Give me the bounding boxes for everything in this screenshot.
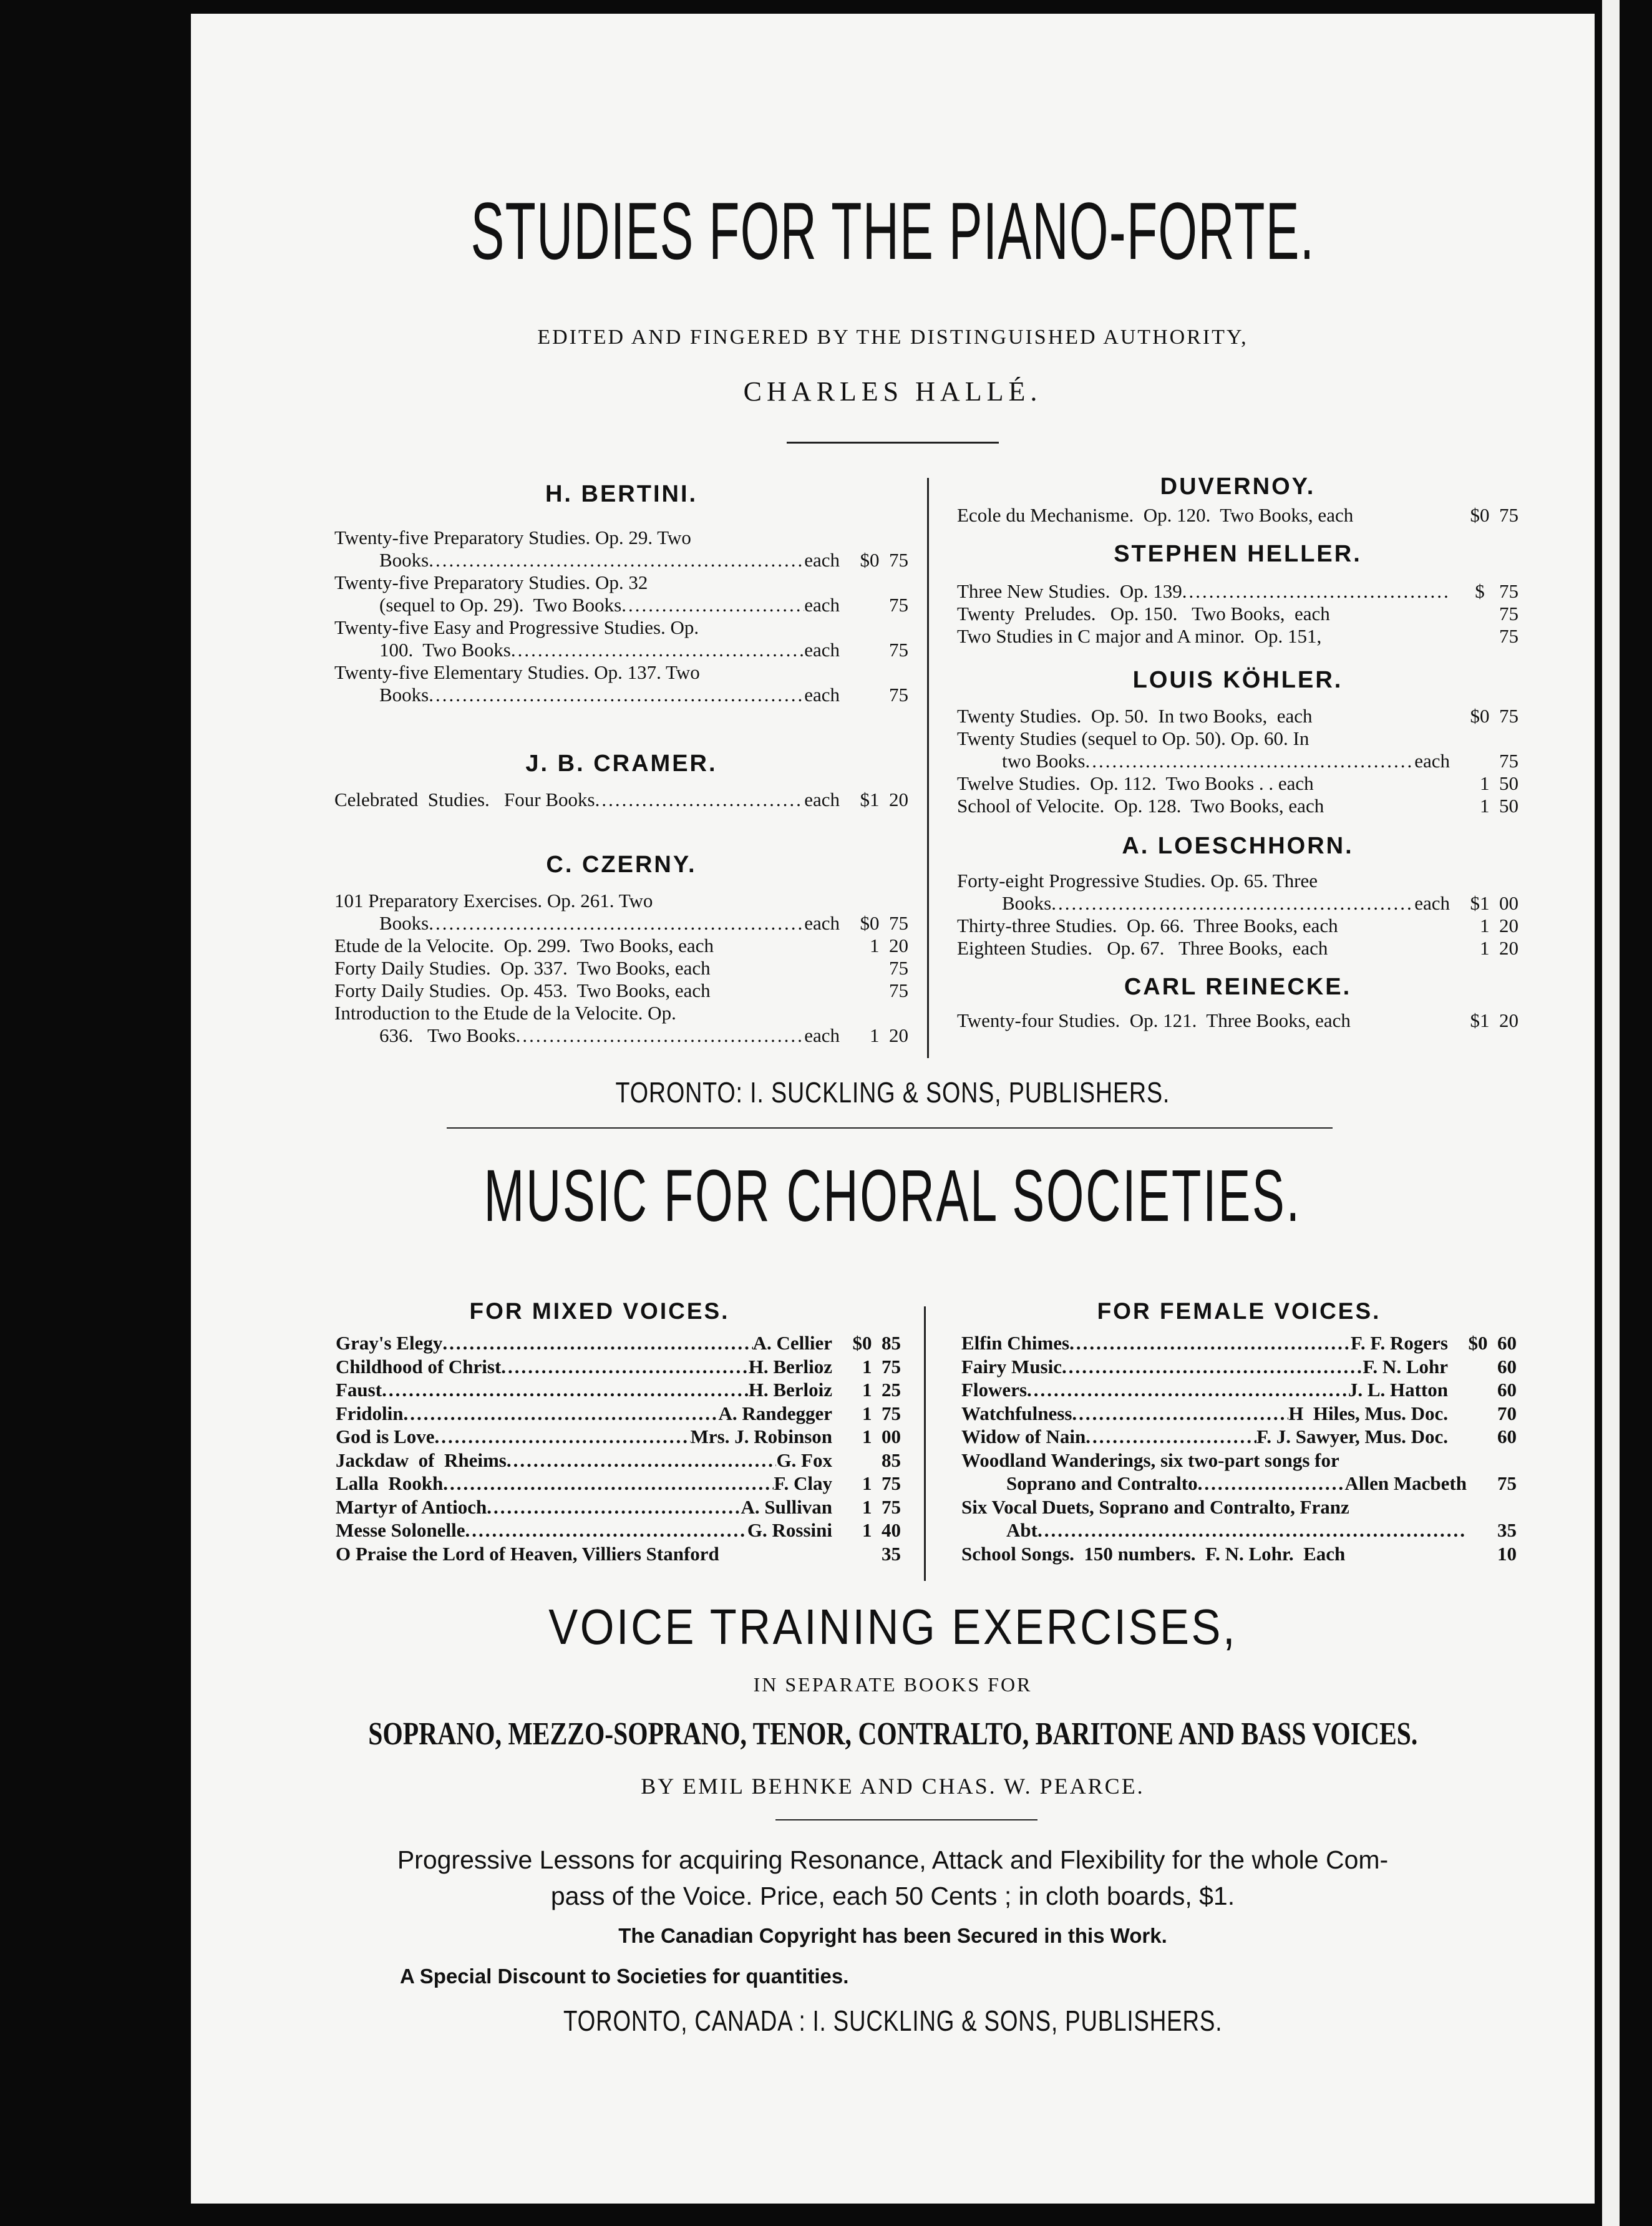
kohler-entry-4: School of Velocite. Op. 128. Two Books, each 1 50 (957, 795, 1518, 817)
female-voices-item (961, 1355, 1517, 1379)
czerny-entry-1b: Books ..... each $0 75 (334, 912, 908, 935)
studies-publisher: TORONTO: I. SUCKLING & SONS, PUBLISHERS. (615, 1076, 1170, 1109)
kohler-heading: LOUIS KÖHLER. (1132, 667, 1343, 693)
heller-entry-1: Three New Studies. Op. 139 ..... $ 75 (957, 580, 1518, 603)
female-voices-item (961, 1402, 1517, 1426)
female-voices-column (961, 1291, 1517, 1565)
mixed-voices-item-price: 1 75 (862, 1472, 901, 1494)
mixed-voices-list (336, 1331, 901, 1565)
female-voices-item (961, 1425, 1517, 1449)
female-abt-line-2: Abt ..... 35 (961, 1519, 1517, 1542)
czerny-entry-2: Etude de la Velocite. Op. 299. Two Books, each 1 20 (334, 935, 908, 956)
czerny-entry-3: Forty Daily Studies. Op. 337. Two Books, each 75 (334, 957, 908, 979)
studies-title-wrap (191, 187, 1595, 275)
duvernoy-entry-1: Ecole du Mechanisme. Op. 120. Two Books, each $0 75 (957, 504, 1518, 526)
female-voices-item-composer: H Hiles, Mus. Doc. (1288, 1402, 1448, 1424)
mixed-voices-item-price: 1 75 (862, 1495, 901, 1518)
female-voices-item-title: Widow of Nain (961, 1426, 1086, 1447)
mixed-voices-item-price: 1 75 (862, 1355, 901, 1378)
voice-types: SOPRANO, MEZZO-SOPRANO, TENOR, CONTRALTO, BARITONE AND BASS VOICES. (367, 1716, 1418, 1752)
catalog-page (191, 14, 1595, 2204)
voice-title: VOICE TRAINING EXERCISES, (548, 1599, 1237, 1655)
loeschhorn-entry-2: Thirty-three Studies. Op. 66. Three Books, each 1 20 (957, 915, 1518, 936)
czerny-entry-5a: Introduction to the Etude de la Velocite. Op. (334, 1002, 676, 1024)
mixed-voices-item-composer: F. Clay (774, 1472, 832, 1494)
loeschhorn-entry-1a: Forty-eight Progressive Studies. Op. 65. Three (957, 870, 1318, 892)
choral-title-wrap (191, 1155, 1595, 1237)
bertini-entry-4b: Books ..... each 75 (334, 684, 908, 706)
mixed-voices-item (336, 1542, 901, 1566)
bertini-entry-2a: Twenty-five Preparatory Studies. Op. 32 (334, 571, 648, 593)
female-voices-item-title: Elfin Chimes (961, 1332, 1070, 1354)
mixed-voices-item-price: $0 85 (852, 1332, 901, 1354)
mixed-voices-item-composer: Mrs. J. Robinson (690, 1426, 832, 1447)
loeschhorn-entry-3: Eighteen Studies. Op. 67. Three Books, each 1 20 (957, 937, 1518, 959)
kohler-entry-1: Twenty Studies. Op. 50. In two Books, each $0 75 (957, 705, 1518, 727)
choral-column-divider (924, 1306, 926, 1581)
bertini-entry-1b: Books ..... each $0 75 (334, 549, 908, 571)
loeschhorn-entry-1b: Books ..... each $1 00 (957, 892, 1518, 915)
voice-divider (775, 1819, 1037, 1820)
bertini-entry-2b: (sequel to Op. 29). Two Books ..... each 75 (334, 594, 908, 616)
kohler-entry-2a: Twenty Studies (sequel to Op. 50). Op. 60. In (957, 727, 1309, 749)
right-studies-column (957, 469, 1518, 1032)
mixed-voices-item (336, 1331, 901, 1355)
female-voices-item-composer: F. J. Sawyer, Mus. Doc. (1256, 1426, 1448, 1447)
title-divider (787, 442, 999, 444)
mixed-voices-item-price: 35 (882, 1542, 901, 1565)
female-voices-item-price: 60 (1497, 1379, 1517, 1401)
bertini-entry-1a: Twenty-five Preparatory Studies. Op. 29. Two (334, 527, 691, 548)
mixed-voices-item-title: Lalla Rookh (336, 1472, 444, 1494)
reinecke-entry-1: Twenty-four Studies. Op. 121. Three Books, each $1 20 (957, 1009, 1518, 1031)
mixed-voices-item (336, 1355, 901, 1379)
editor-name: CHARLES HALLÉ. (743, 376, 1042, 407)
mixed-voices-item-composer: G. Rossini (747, 1519, 832, 1541)
voice-publisher-wrap (191, 2004, 1595, 2038)
kohler-entry-2b: two Books ..... each 75 (957, 750, 1518, 772)
mixed-voices-item-composer: G. Fox (776, 1449, 832, 1471)
female-voices-item-title: Fairy Music (961, 1355, 1062, 1378)
czerny-entry-1a: 101 Preparatory Exercises. Op. 261. Two (334, 890, 653, 911)
voice-description-line-2: pass of the Voice. Price, each 50 Cents ; in cloth boards, $1. (550, 1882, 1235, 1910)
edited-by-line: EDITED AND FINGERED BY THE DISTINGUISHED AUTHORITY, (537, 326, 1248, 349)
mixed-voices-item-composer: A. Sullivan (741, 1495, 832, 1518)
female-voices-item-composer: F. N. Lohr (1363, 1355, 1448, 1378)
female-voices-item-price: 70 (1497, 1402, 1517, 1424)
mixed-voices-item-price: 1 75 (862, 1402, 901, 1424)
mixed-voices-item-title: Fridolin (336, 1402, 404, 1424)
voice-authors: BY EMIL BEHNKE AND CHAS. W. PEARCE. (641, 1774, 1145, 1799)
mixed-voices-item (336, 1519, 901, 1542)
heller-entry-2: Twenty Preludes. Op. 150. Two Books, each 75 (957, 603, 1518, 625)
female-voices-item-composer: F. F. Rogers (1350, 1332, 1448, 1354)
mixed-voices-item (336, 1402, 901, 1426)
studies-title: STUDIES FOR THE PIANO-FORTE. (470, 185, 1315, 276)
female-voices-list (961, 1331, 1517, 1449)
female-voices-item-price: 60 (1497, 1355, 1517, 1378)
reinecke-heading: CARL REINECKE. (1124, 974, 1352, 1000)
mixed-voices-item-title: Jackdaw of Rheims (336, 1449, 507, 1471)
cramer-heading: J. B. CRAMER. (525, 751, 717, 777)
czerny-heading: C. CZERNY. (546, 852, 697, 878)
copyright-notice: The Canadian Copyright has been Secured in this Work. (618, 1924, 1167, 1947)
female-school-songs: School Songs. 150 numbers. F. N. Lohr. Each 10 (961, 1542, 1517, 1565)
mixed-voices-item-price: 85 (882, 1449, 901, 1471)
kohler-entry-3: Twelve Studies. Op. 112. Two Books . . each 1 50 (957, 772, 1518, 794)
female-voices-item (961, 1378, 1517, 1402)
female-voices-item (961, 1331, 1517, 1355)
female-voices-item-price: $0 60 (1468, 1332, 1517, 1354)
mixed-voices-item-composer: A. Cellier (752, 1332, 832, 1354)
female-voices-item-title: Watchfulness (961, 1402, 1072, 1424)
voice-publisher: TORONTO, CANADA : I. SUCKLING & SONS, PUBLISHERS. (563, 2005, 1223, 2037)
voice-description (191, 1842, 1595, 1914)
czerny-entry-5b: 636. Two Books ..... each 1 20 (334, 1024, 908, 1047)
mixed-voices-column (336, 1291, 901, 1565)
female-voices-item-price: 60 (1497, 1426, 1517, 1447)
voice-subtitle: IN SEPARATE BOOKS FOR (753, 1673, 1032, 1696)
heller-heading: STEPHEN HELLER. (1114, 541, 1362, 567)
bertini-entry-3a: Twenty-five Easy and Progressive Studies. Op. (334, 616, 699, 638)
mixed-voices-item-title: Messe Solonelle (336, 1519, 465, 1541)
female-voices-item-title: Flowers (961, 1379, 1028, 1401)
mixed-voices-item-composer: H. Berloiz (748, 1379, 832, 1401)
voice-types-wrap (191, 1716, 1595, 1752)
mixed-voices-item (336, 1495, 901, 1519)
mixed-voices-item-price: 1 25 (862, 1379, 901, 1401)
cramer-entry-1: Celebrated Studies. Four Books ..... each $1 20 (334, 789, 908, 811)
mixed-voices-item (336, 1425, 901, 1449)
mixed-voices-item-composer: H. Berlioz (748, 1355, 832, 1378)
mixed-voices-heading: FOR MIXED VOICES. (469, 1298, 730, 1324)
left-studies-column (334, 475, 908, 1047)
mixed-voices-item-title: Faust (336, 1379, 382, 1401)
mixed-voices-item-price: 1 40 (862, 1519, 901, 1541)
bertini-heading: H. BERTINI. (545, 481, 698, 507)
mixed-voices-item (336, 1378, 901, 1402)
loeschhorn-heading: A. LOESCHHORN. (1122, 833, 1354, 859)
mixed-voices-item-composer: A. Randegger (718, 1402, 832, 1424)
mixed-voices-item (336, 1449, 901, 1472)
mixed-voices-item-title: Martyr of Antioch (336, 1495, 487, 1518)
female-woodland-line-1: Woodland Wanderings, six two-part songs for (961, 1449, 1339, 1471)
voice-description-line-1: Progressive Lessons for acquiring Resonance, Attack and Flexibility for the whole Com- (397, 1845, 1389, 1874)
bertini-entry-3b: 100. Two Books ..... each 75 (334, 639, 908, 661)
choral-title: MUSIC FOR CHORAL SOCIETIES. (483, 1155, 1302, 1237)
mixed-voices-item-title: God is Love (336, 1426, 435, 1447)
column-divider (927, 478, 929, 1058)
czerny-entry-4: Forty Daily Studies. Op. 453. Two Books, each 75 (334, 979, 908, 1001)
heller-entry-3: Two Studies in C major and A minor. Op. 151, 75 (957, 625, 1518, 647)
female-woodland-line-2: Soprano and Contralto ..... Allen Macbeth 75 (961, 1472, 1517, 1495)
female-abt-line-1: Six Vocal Duets, Soprano and Contralto, Franz (961, 1495, 1349, 1518)
mixed-voices-item-price: 1 00 (862, 1426, 901, 1447)
adjacent-page-edge (1602, 0, 1620, 2226)
mixed-voices-item (336, 1472, 901, 1495)
mixed-voices-item-title: O Praise the Lord of Heaven, Villiers Stanford (336, 1542, 719, 1565)
section-divider (447, 1127, 1333, 1129)
mixed-voices-item-title: Gray's Elegy (336, 1332, 443, 1354)
studies-publisher-wrap (191, 1076, 1595, 1109)
bertini-entry-4a: Twenty-five Elementary Studies. Op. 137. Two (334, 661, 700, 683)
female-voices-heading: FOR FEMALE VOICES. (1097, 1298, 1381, 1324)
mixed-voices-item-title: Childhood of Christ (336, 1355, 502, 1378)
voice-title-wrap (191, 1597, 1595, 1657)
duvernoy-heading: DUVERNOY. (1160, 474, 1316, 500)
discount-notice: A Special Discount to Societies for quantities. (400, 1965, 849, 1988)
female-voices-item-composer: J. L. Hatton (1348, 1379, 1448, 1401)
